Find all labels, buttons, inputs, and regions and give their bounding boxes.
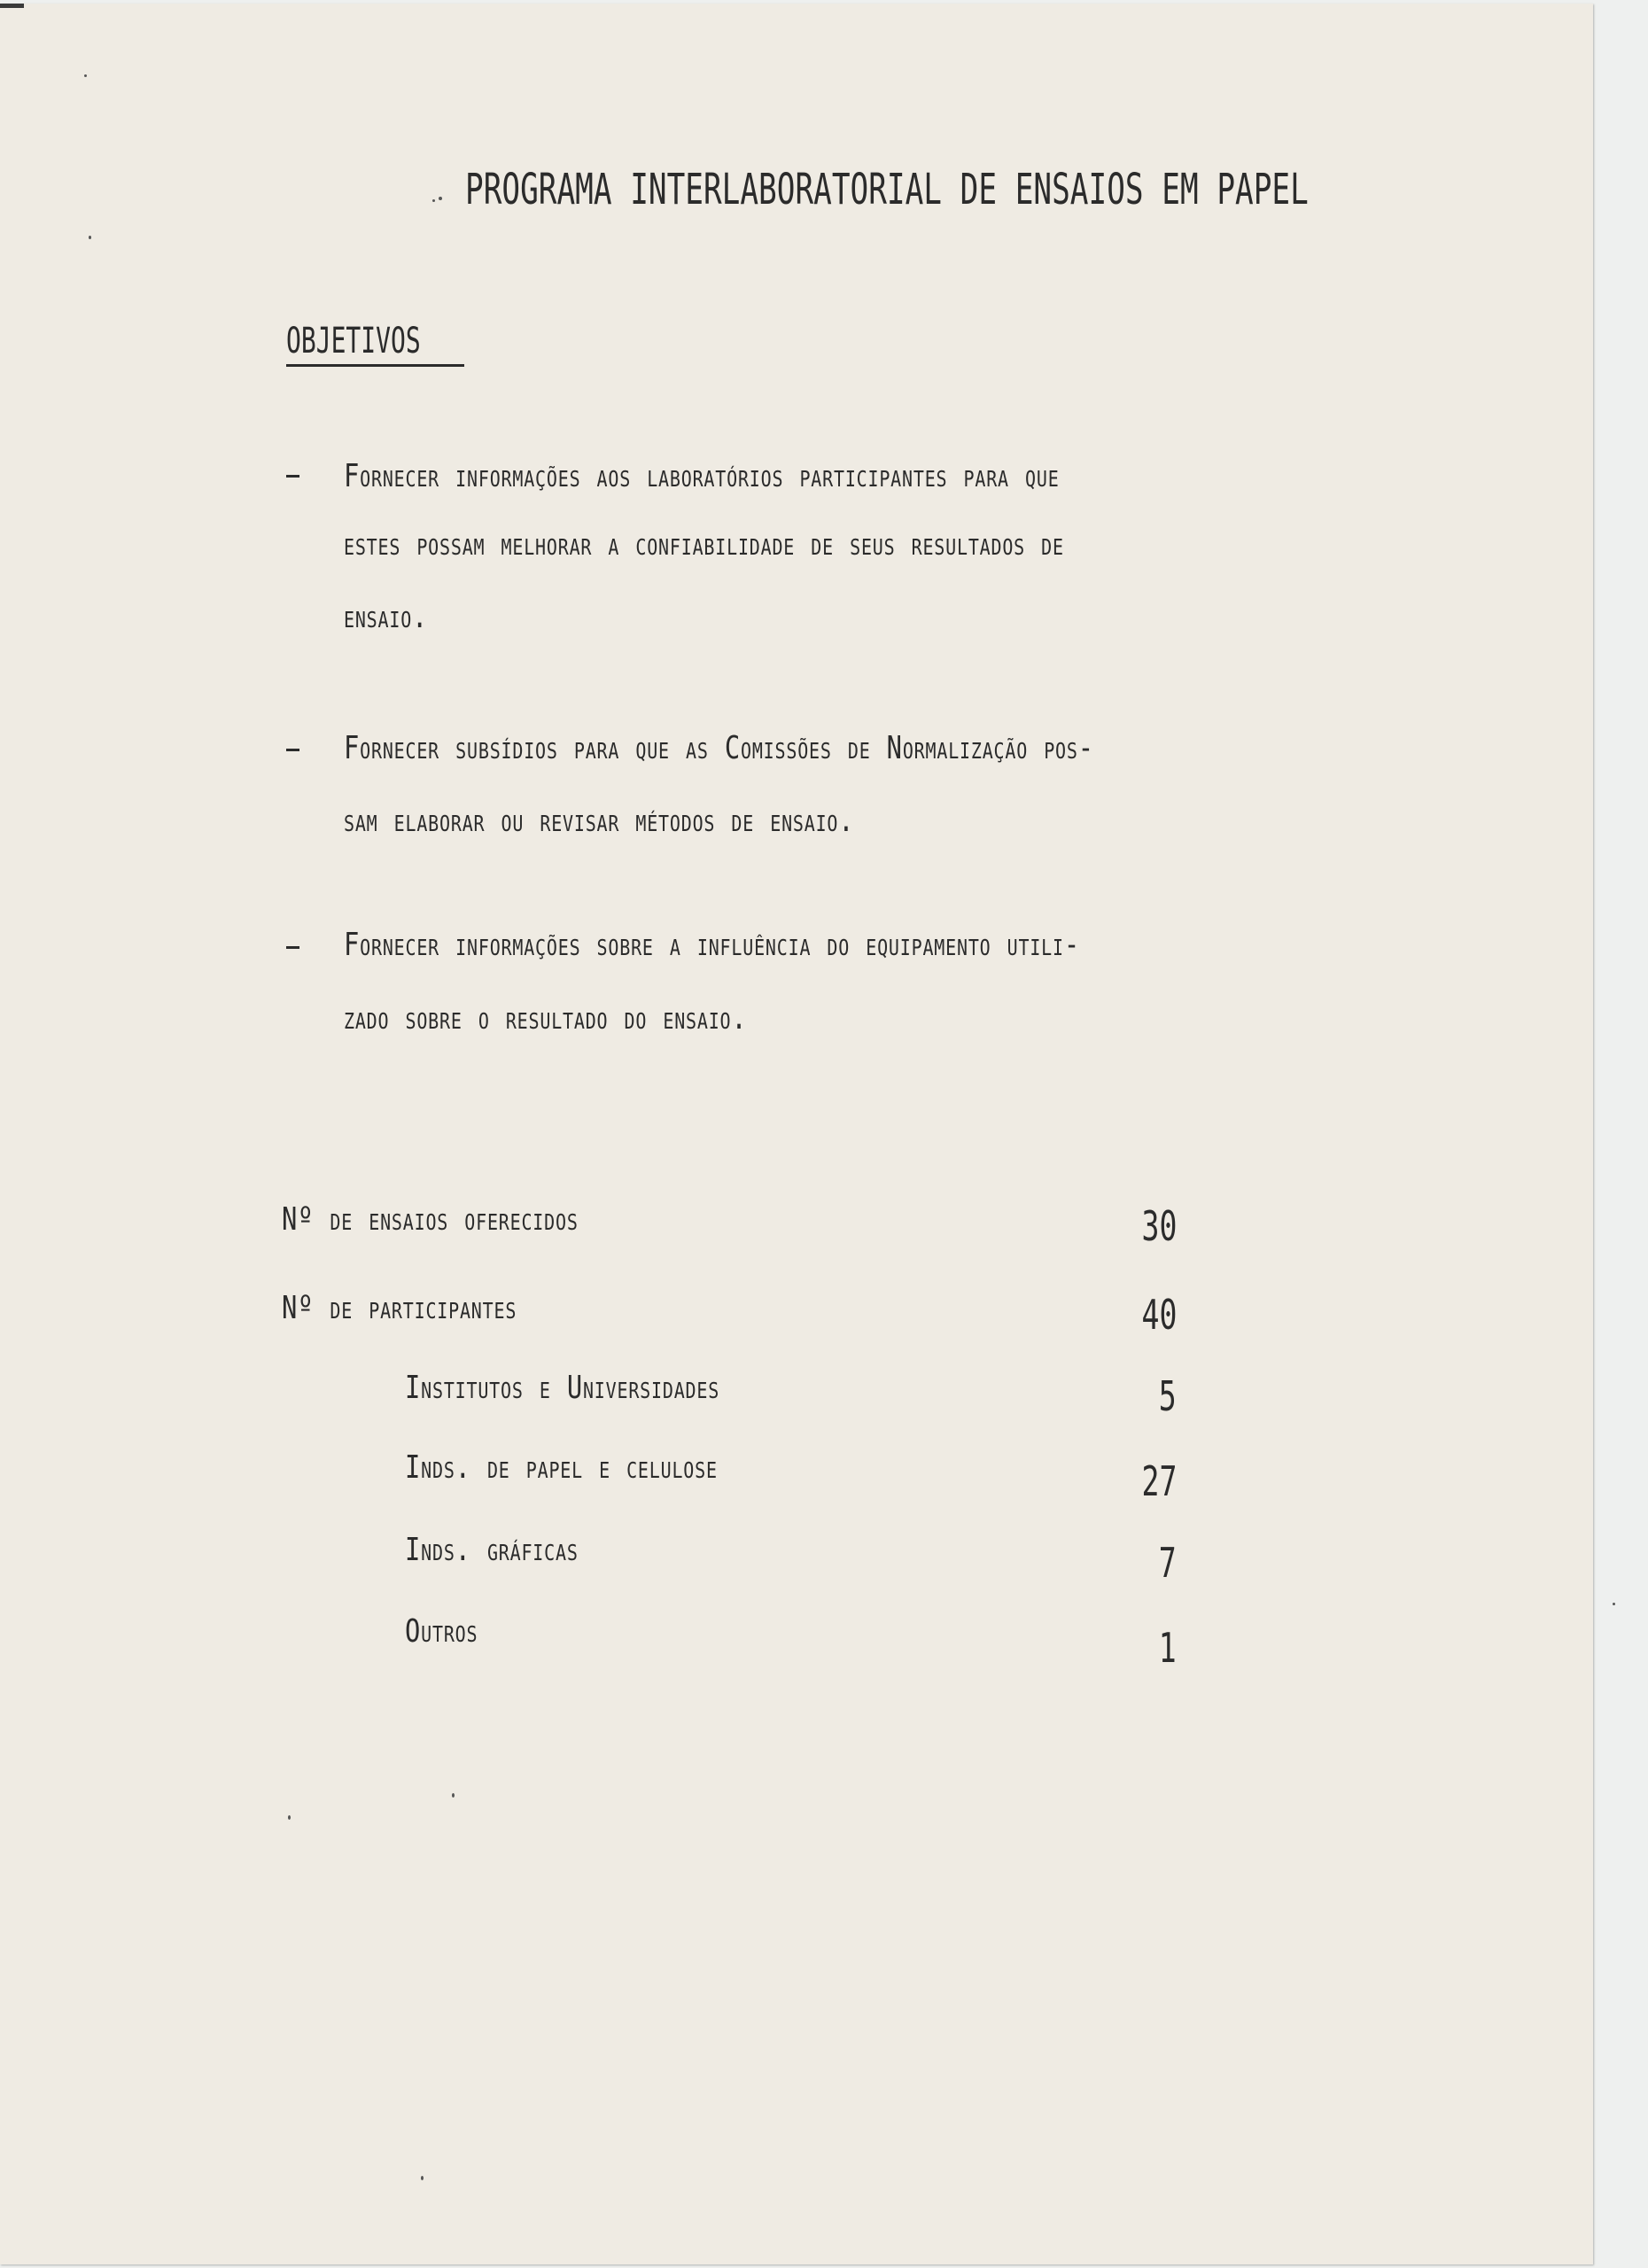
- scan-speck: [89, 236, 91, 239]
- stat-sublabel: Institutos e Universidades: [405, 1370, 720, 1406]
- stat-sublabel: Outros: [405, 1613, 478, 1650]
- objective-line: Fornecer subsídios para que as Comissões de Normalização pos-: [344, 730, 1094, 766]
- objective-line: zado sobre o resultado do ensaio.: [344, 1000, 748, 1037]
- scan-speck: [452, 1793, 455, 1798]
- objective-line: Fornecer informações sobre a influência do equipamento utili-: [344, 927, 1080, 963]
- stat-sublabel: Inds. gráficas: [405, 1532, 579, 1568]
- stat-subvalue: 5: [1159, 1372, 1177, 1420]
- scan-speck: [439, 197, 442, 200]
- objective-line: ensaio.: [344, 599, 429, 635]
- stat-subvalue: 7: [1159, 1539, 1177, 1587]
- stat-sublabel: Inds. de papel e celulose: [405, 1449, 718, 1486]
- stat-value: 40: [1141, 1291, 1177, 1339]
- stat-subvalue: 1: [1159, 1624, 1177, 1672]
- scan-speck: [288, 1815, 291, 1820]
- stat-value: 30: [1141, 1202, 1177, 1250]
- document-page: [0, 4, 1593, 2264]
- document-title: PROGRAMA INTERLABORATORIAL DE ENSAIOS EM PAPEL: [465, 165, 1309, 214]
- objective-line: estes possam melhorar a confiabilidade de seus resultados de: [344, 526, 1064, 563]
- stat-label: Nº de ensaios oferecidos: [282, 1201, 579, 1238]
- scan-speck: [432, 199, 435, 202]
- scan-speck: [1613, 1603, 1615, 1605]
- scan-corner-mark: [0, 4, 24, 8]
- stat-subvalue: 27: [1141, 1457, 1177, 1505]
- bullet-dash: [286, 749, 299, 751]
- objective-line: sam elaborar ou revisar métodos de ensaio.: [344, 803, 855, 839]
- stat-label: Nº de participantes: [282, 1290, 517, 1326]
- bullet-dash: [286, 475, 299, 478]
- scan-speck: [421, 2176, 424, 2180]
- heading-underline: [286, 364, 464, 367]
- bullet-dash: [286, 946, 299, 949]
- section-heading: OBJETIVOS: [286, 321, 421, 361]
- objective-line: Fornecer informações aos laboratórios participantes para que: [344, 458, 1060, 494]
- scan-speck: [84, 74, 87, 77]
